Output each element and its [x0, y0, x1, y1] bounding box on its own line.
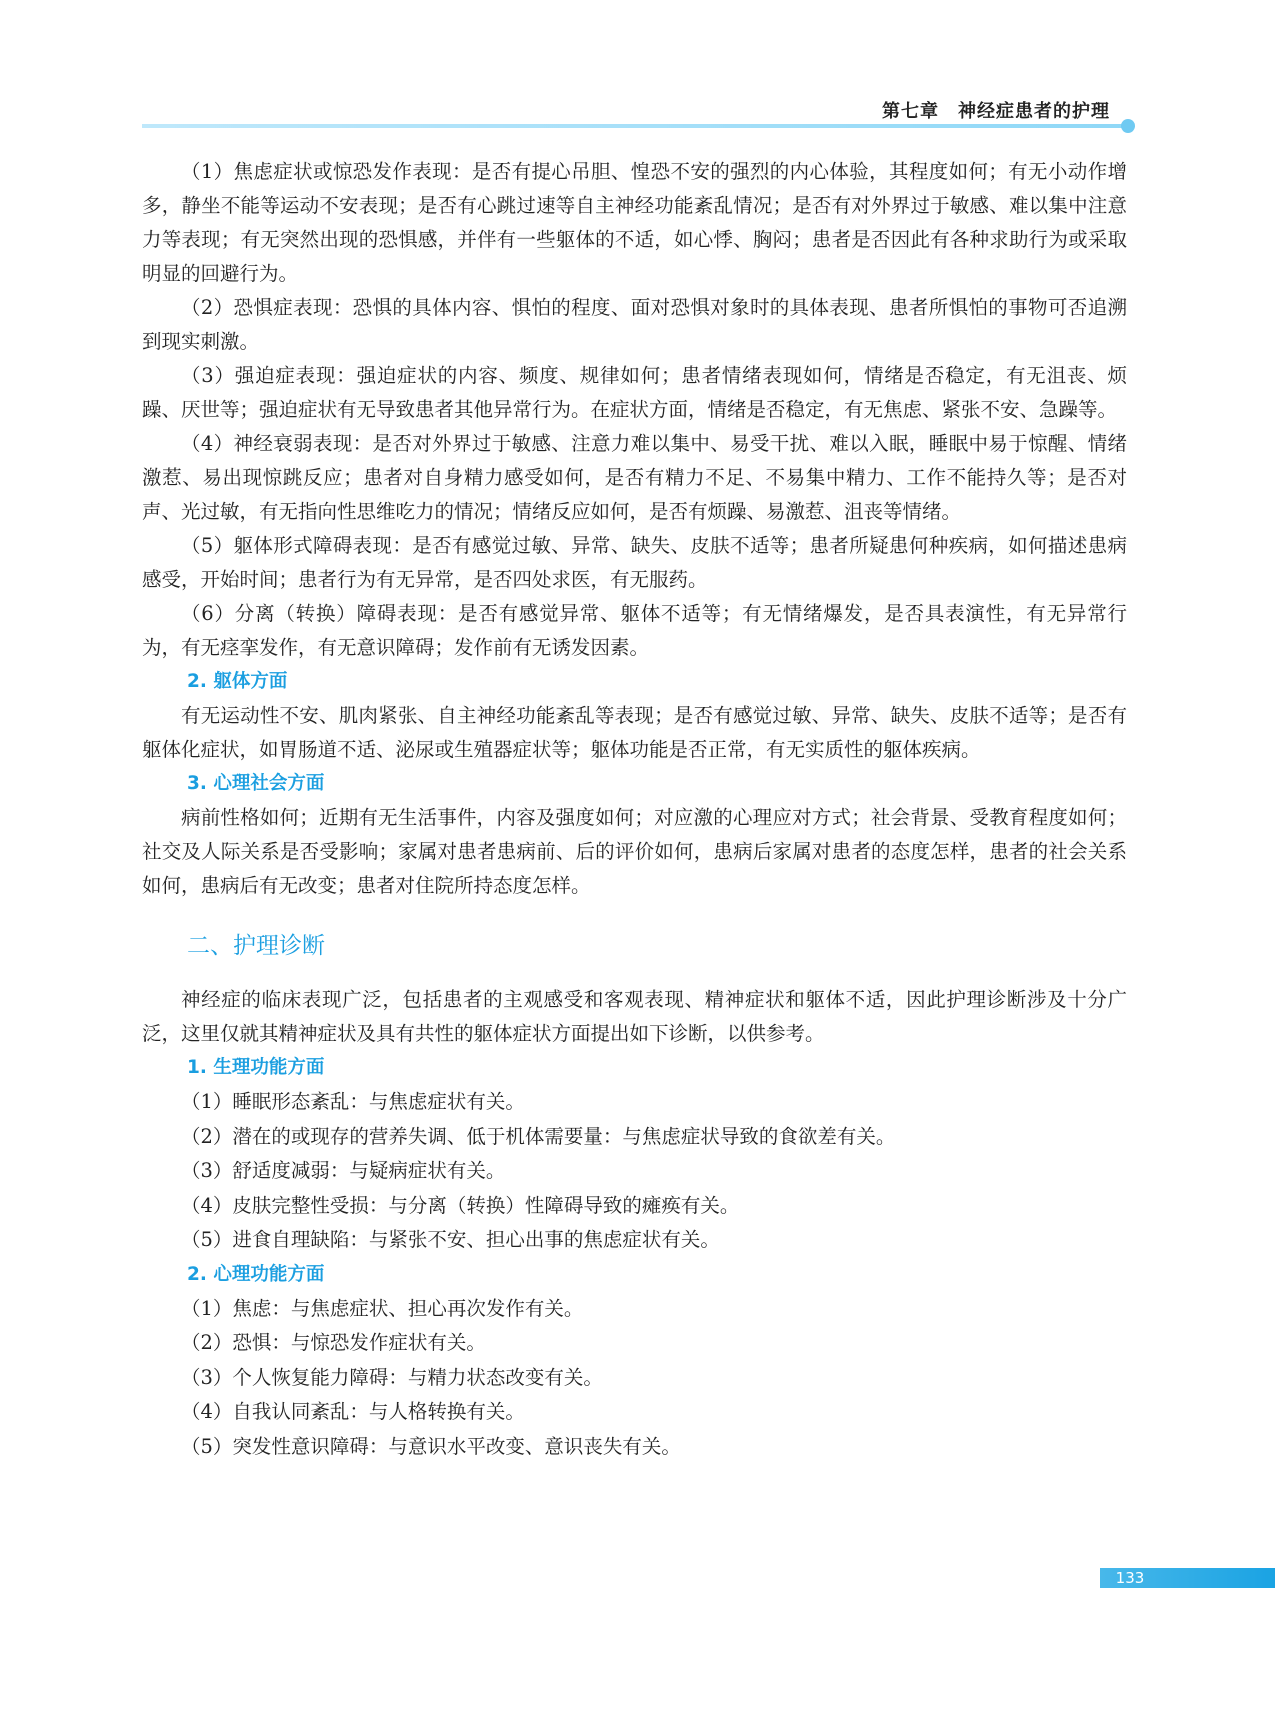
- page-body: [142, 155, 1127, 1464]
- section-heading-physiological: 1. 生理功能方面: [187, 1057, 325, 1078]
- header-rule: [142, 124, 1127, 128]
- list-item: （5）突发性意识障碍：与意识水平改变、意识丧失有关。: [181, 1434, 681, 1458]
- paragraph-somatoform: （5）躯体形式障碍表现：是否有感觉过敏、异常、缺失、皮肤不适等；患者所疑患何种疾病，如何描述患病感受，开始时间；患者行为有无异常，是否四处求医，有无服药。: [142, 534, 1127, 591]
- list-item: （4）皮肤完整性受损：与分离（转换）性障碍导致的瘫痪有关。: [181, 1193, 740, 1217]
- paragraph-neurasthenia: （4）神经衰弱表现：是否对外界过于敏感、注意力难以集中、易受干扰、难以入眠，睡眠中易于惊醒、情绪激惹、易出现惊跳反应；患者对自身精力感受如何，是否有精力不足、不易集中精力、工作不能持久等；是否对声、光过敏，有无指向性思维吃力的情况；情绪反应如何，是否有烦躁、易激惹、沮丧等情绪。: [142, 432, 1127, 523]
- section-heading-diagnosis: 二、护理诊断: [187, 933, 325, 959]
- section-heading-psychosocial: 3. 心理社会方面: [187, 773, 325, 794]
- page-number: 133: [1115, 1569, 1145, 1587]
- paragraph-anxiety: （1）焦虑症状或惊恐发作表现：是否有提心吊胆、惶恐不安的强烈的内心体验，其程度如何；有无小动作增多，静坐不能等运动不安表现；是否有心跳过速等自主神经功能紊乱情况；是否有对外界过于敏感、难以集中注意力等表现；有无突然出现的恐惧感，并伴有一些躯体的不适，如心悸、胸闷；患者是否因此有各种求助行为或采取明显的回避行为。: [142, 160, 1127, 285]
- paragraph-phobia: （2）恐惧症表现：恐惧的具体内容、惧怕的程度、面对恐惧对象时的具体表现、患者所惧怕的事物可否追溯到现实刺激。: [142, 296, 1127, 353]
- paragraph-dissociative: （6）分离（转换）障碍表现：是否有感觉异常、躯体不适等；有无情绪爆发，是否具表演性，有无异常行为，有无痉挛发作，有无意识障碍；发作前有无诱发因素。: [142, 602, 1127, 659]
- paragraph-body: 有无运动性不安、肌肉紧张、自主神经功能紊乱等表现；是否有感觉过敏、异常、缺失、皮肤不适等；是否有躯体化症状，如胃肠道不适、泌尿或生殖器症状等；躯体功能是否正常，有无实质性的躯体疾病。: [142, 704, 1127, 761]
- paragraph-psychosocial: 病前性格如何；近期有无生活事件，内容及强度如何；对应激的心理应对方式；社会背景、受教育程度如何；社交及人际关系是否受影响；家属对患者患病前、后的评价如何，患病后家属对患者的态度怎样，患者的社会关系如何，患病后有无改变；患者对住院所持态度怎样。: [142, 806, 1127, 897]
- list-item: （2）潜在的或现存的营养失调、低于机体需要量：与焦虑症状导致的食欲差有关。: [181, 1124, 896, 1148]
- section-heading-body: 2. 躯体方面: [187, 671, 288, 692]
- list-item: （2）恐惧：与惊恐发作症状有关。: [181, 1331, 486, 1354]
- section-heading-psychological: 2. 心理功能方面: [187, 1263, 325, 1285]
- header-rule-dot: [1121, 119, 1135, 133]
- list-item: （3）舒适度减弱：与疑病症状有关。: [181, 1159, 506, 1182]
- list-item: （5）进食自理缺陷：与紧张不安、担心出事的焦虑症状有关。: [181, 1228, 720, 1251]
- list-item: （1）焦虑：与焦虑症状、担心再次发作有关。: [181, 1296, 584, 1320]
- list-item: （3）个人恢复能力障碍：与精力状态改变有关。: [181, 1365, 603, 1389]
- paragraph-diagnosis-intro: 神经症的临床表现广泛，包括患者的主观感受和客观表现、精神症状和躯体不适，因此护理诊断涉及十分广泛，这里仅就其精神症状及具有共性的躯体症状方面提出如下诊断，以供参考。: [142, 988, 1127, 1045]
- paragraph-ocd: （3）强迫症表现：强迫症状的内容、频度、规律如何；患者情绪表现如何，情绪是否稳定，有无沮丧、烦躁、厌世等；强迫症状有无导致患者其他异常行为。在症状方面，情绪是否稳定，有无焦虑、紧张不安、急躁等。: [142, 364, 1127, 421]
- list-item: （4）自我认同紊乱：与人格转换有关。: [181, 1400, 525, 1423]
- list-item: （1）睡眠形态紊乱：与焦虑症状有关。: [181, 1090, 525, 1113]
- running-head: 第七章 神经症患者的护理: [882, 101, 1110, 122]
